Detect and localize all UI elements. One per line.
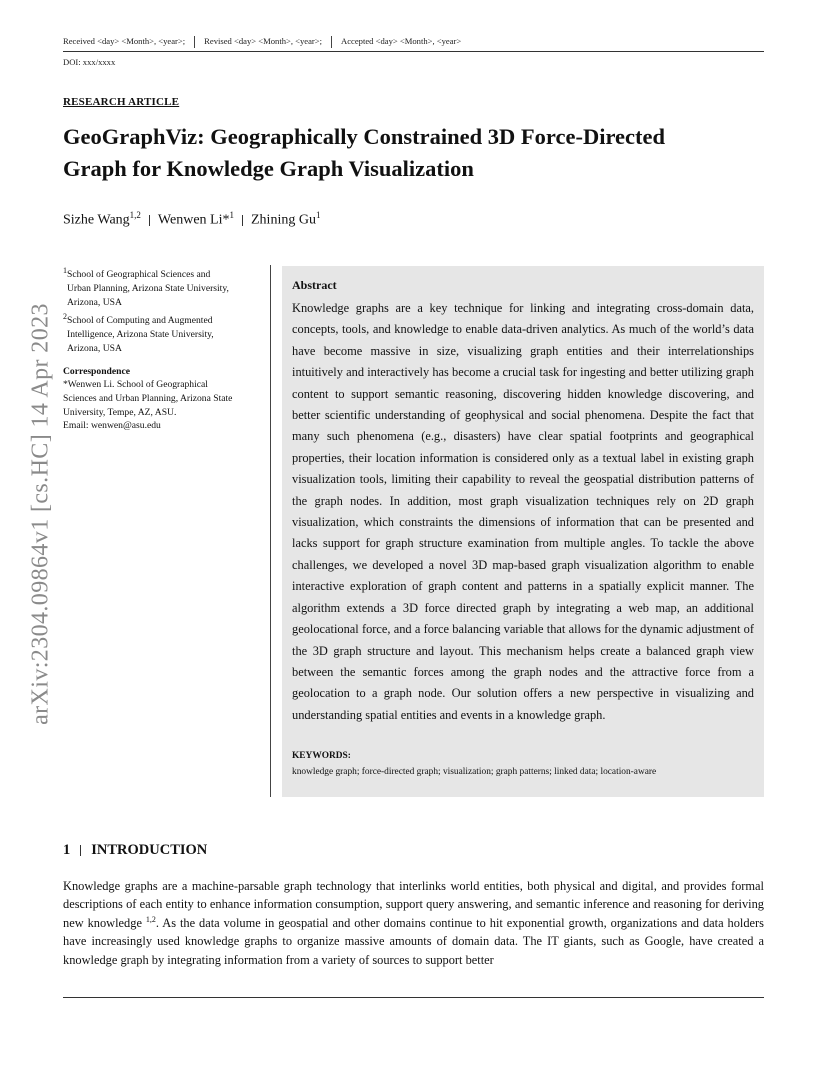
affiliation-mark: 2	[63, 312, 67, 322]
affiliation-line: Intelligence, Arizona State University,	[67, 329, 214, 341]
keywords-heading: KEYWORDS:	[292, 751, 351, 761]
divider	[242, 215, 243, 226]
author-affiliation-mark: 1	[229, 210, 234, 220]
affiliation-line: Arizona, USA	[67, 296, 122, 308]
abstract-heading: Abstract	[292, 278, 337, 292]
paper-title	[63, 121, 763, 185]
correspondence-line: *Wenwen Li. School of Geographical	[63, 379, 208, 391]
correspondence-line: Sciences and Urban Planning, Arizona State	[63, 393, 233, 404]
author-affiliation-mark: 1	[315, 210, 321, 220]
section-title: INTRODUCTION	[91, 842, 208, 858]
affiliation-line	[63, 264, 268, 282]
title-line-1: GeoGraphViz: Geographically Constrained 3D Force-Directed	[63, 124, 665, 149]
divider	[194, 36, 195, 48]
affiliation-text: School of Computing and Augmented	[67, 315, 213, 327]
affiliation-line	[63, 310, 268, 328]
section-heading	[63, 842, 207, 859]
article-type: RESEARCH ARTICLE	[63, 96, 180, 108]
affiliation-line: Arizona, USA	[67, 342, 122, 354]
footer-rule	[63, 997, 764, 998]
citation-link[interactable]: 1,2	[145, 914, 156, 924]
author-list	[63, 210, 320, 229]
affiliation-text: School of Geographical Sciences and	[67, 269, 211, 281]
affiliations-column	[63, 264, 268, 433]
affiliation-line: Urban Planning, Arizona State University,	[67, 282, 229, 294]
introduction-paragraph	[63, 877, 764, 969]
doi[interactable]: DOI: xxx/xxxx	[63, 57, 116, 67]
affiliation	[63, 264, 268, 309]
affiliation-mark: 1	[63, 266, 67, 275]
received-date: Received <day> <Month>, <year>;	[63, 36, 186, 46]
author-name: Sizhe Wang	[63, 212, 130, 228]
divider	[80, 845, 81, 856]
author-name: Wenwen Li*	[157, 212, 230, 228]
revised-date: Revised <day> <Month>, <year>;	[204, 36, 323, 46]
author-name: Zhining Gu	[251, 212, 316, 228]
correspondence-heading: Correspondence	[63, 365, 130, 377]
header-rule	[63, 51, 764, 52]
abstract-text: Knowledge graphs are a key technique for linking and integrating cross-domain data, concepts, tools, and knowledge to enable data-driven analytics. As much of the world’s data have become massive in size, visualizing graph entities and their interrelationships intuitively and interactively has become a crucial task for ingesting and better utilizing graph content to support semantic reasoning, discovering hidden knowledge discovering, and better scientific understanding of geophysical and social phenomena. Despite the fact that many such phenomena (e.g., disasters) have clear spatial footprints and geographical properties, their location information is considered only as a textual label in existing graph visualization tools, limiting their capability to reveal the geospatial distribution patterns of the graph nodes. In addition, most graph visualization techniques rely on 2D graph visualization, which constraints the dimensions of information that can be presented and lacks support for graph structure examination from multiple angles. To tackle the above challenges, we developed a novel 3D map-based graph visualization algorithm to enable interactive exploration of graph content and patterns in a spatially explicit manner. The algorithm extends a 3D force directed graph by integrating a web map, an additional geolocational force, and a force balancing variable that allows for the dynamic adjustment of the 3D graph structure and layout. This mechanism helps create a balanced graph view between the semantic forces among the graph nodes and the attractive force from a geolocation to a graph node. Our solution offers a new perspective in visualizing and understanding spatial entities and events in a knowledge graph.	[292, 301, 754, 722]
divider	[331, 36, 332, 48]
title-line-2: Graph for Knowledge Graph Visualization	[63, 156, 474, 181]
author-affiliation-mark: 1,2	[129, 210, 141, 220]
correspondence-email[interactable]: Email: wenwen@asu.edu	[63, 420, 161, 432]
keywords-text: knowledge graph; force-directed graph; visualization; graph patterns; linked data; location-aware	[292, 767, 657, 777]
intro-text: Knowledge graphs are a machine-parsable graph technology that interlinks world entities, both physical and digital, and provides formal descriptions of each entity to enhance information consumption, support query answering, and semantic inference and reasoning for deriving new knowledge	[63, 879, 764, 930]
correspondence-line: University, Tempe, AZ, ASU.	[63, 406, 177, 418]
accepted-date: Accepted <day> <Month>, <year>	[341, 36, 462, 46]
arxiv-stamp[interactable]: arXiv:2304.09864v1 [cs.HC] 14 Apr 2023	[27, 303, 54, 725]
divider	[149, 215, 150, 226]
column-rule	[270, 265, 271, 797]
affiliation	[63, 310, 268, 355]
section-number: 1	[63, 842, 71, 858]
publication-dates	[63, 36, 461, 48]
intro-text: . As the data volume in geospatial and other domains continue to hit exponential growth, organizations and data holders have increasingly used knowledge graphs to organize massive amounts of domain data. The IT giants, such as Google, have created a knowledge graph by integrating information from a variety of sources to support better	[63, 915, 764, 967]
